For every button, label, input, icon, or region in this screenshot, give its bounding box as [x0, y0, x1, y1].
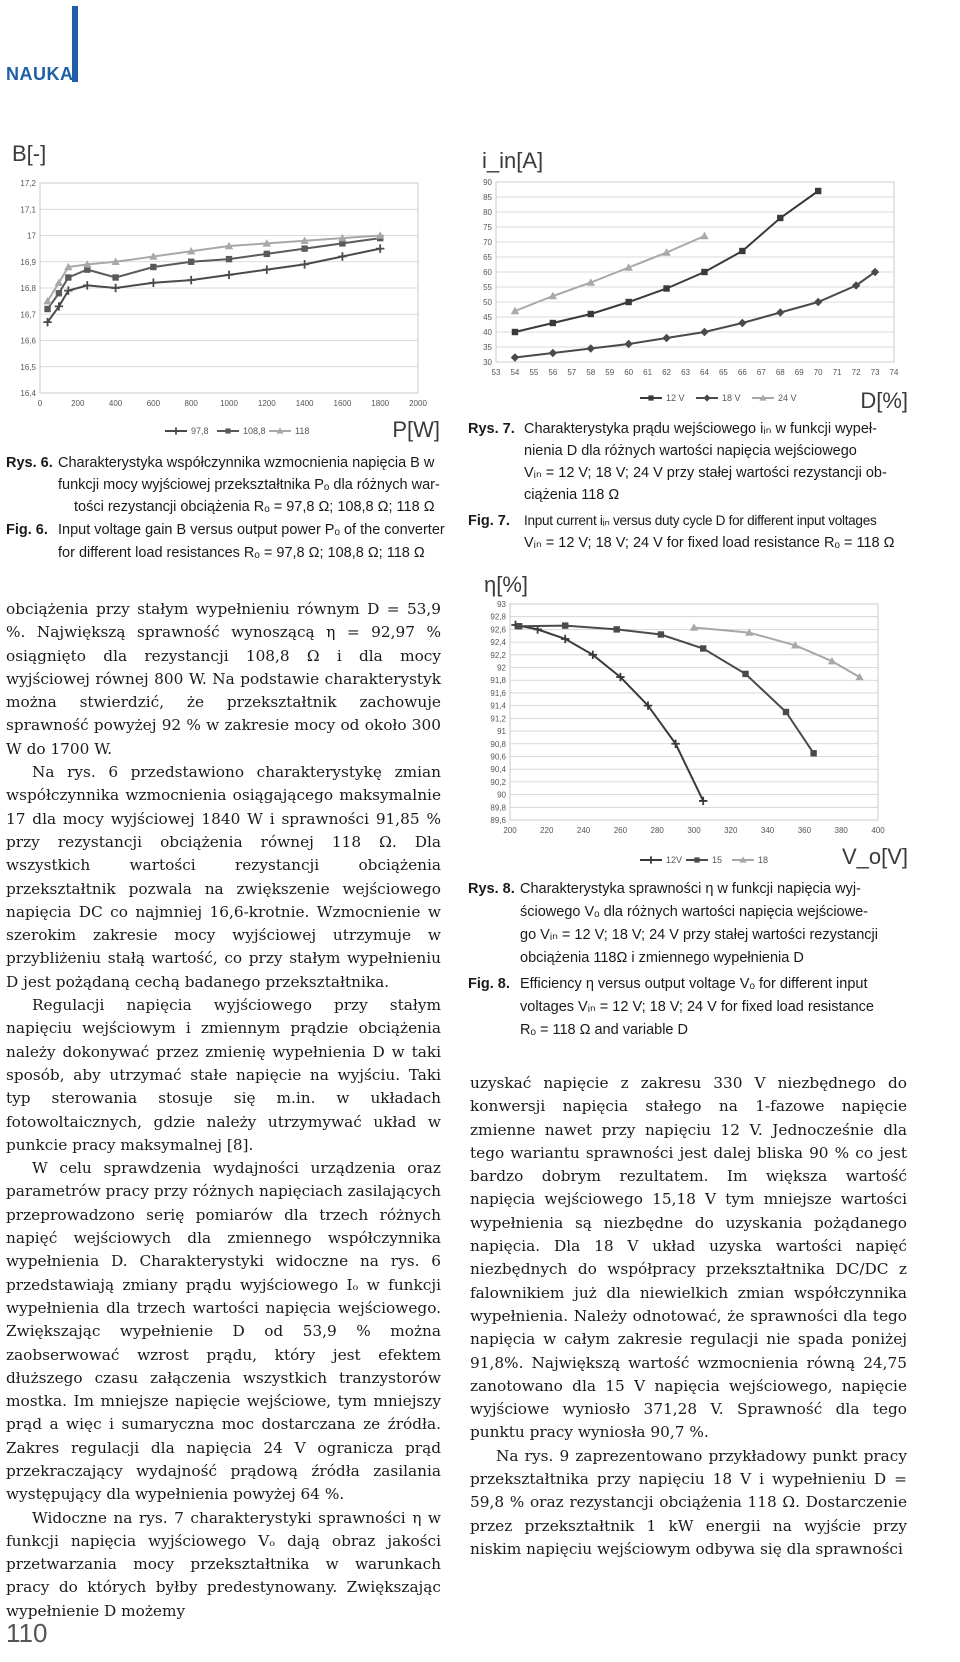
body-paragraph: Regulacji napięcia wyjściowego przy stałym napięciu wejściowym i zmiennym prądzie obciążenia należy dokonywać przez zmienię wypełnienia D w taki sposób, aby utrzymać stałe napięcie na wyjściu. Taki typ sterowania stosuje się m.in. w układach fotowoltaicznych, gdzie należy utrzymywać układ w punkcie pracy maksymalnej [8]. — [6, 996, 441, 1154]
y-tick-label: 16,5 — [20, 362, 36, 372]
x-tick-label: 66 — [737, 368, 747, 377]
x-tick-label: 65 — [718, 368, 728, 377]
x-tick-label: 61 — [643, 368, 653, 377]
y-tick-label: 65 — [483, 253, 492, 262]
data-point — [663, 285, 669, 291]
caption-label-pl: Rys. 6. — [6, 455, 53, 471]
data-point — [701, 269, 707, 275]
x-tick-label: 300 — [687, 826, 701, 835]
caption-line: nienia D dla różnych wartości napięcia wejściowego — [524, 443, 857, 459]
x-tick-label: 400 — [871, 826, 885, 835]
y-axis-title: η[%] — [484, 572, 529, 597]
x-tick-label: 400 — [108, 399, 123, 408]
legend-label: 18 — [758, 855, 769, 865]
data-point — [65, 274, 71, 280]
x-tick-label: 260 — [613, 826, 628, 835]
y-tick-label: 90 — [483, 178, 492, 187]
body-paragraph: W celu sprawdzenia wydajności urządzenia oraz parametrów pracy przy różnych napięciach zasilających przeprowadzono serię pomiarów dla trzech różnych napięć wejściowych dla zmiennego współczynnika wypełnienia D. Charakterystyki widoczne na rys. 6 przedstawiają zmiany prądu wyjściowego Iₒ w funkcji wypełnienia dla trzech wartości napięcia wejściowego. Zwiększając wypełnienie D od 53,9 % można zaobserwować wzrost prądu, który jest efektem dłuższego czasu załączenia wszystkich tranzystorów mostka. Im mniejsze napięcie wejściowe, tym mniejszy prąd a więc i sumaryczna moc dostarczana ze źródła. Zakres regulacji dla napięcia 24 V ogranicza prąd przekraczający wydajność prądową źródła zasilania występujący dla wypełnienia powyżej 64 %. — [6, 1159, 441, 1504]
x-tick-label: 67 — [756, 368, 766, 377]
x-tick-label: 68 — [775, 368, 785, 377]
y-tick-label: 70 — [483, 238, 492, 247]
y-tick-label: 80 — [483, 208, 492, 217]
y-tick-label: 90,4 — [490, 765, 506, 775]
body-paragraph: Na rys. 6 przedstawiono charakterystykę zmian współczynnika wzmocnienia osiągającego maksymalnie 17 dla mocy wyjściowej 1840 W i sprawności 91,85 % przy rezystancji obciążenia równej 118 Ω. Dla wszystkich wartości rezystancji obciążenia przekształtnik pozwala na zwiększenie wejściowego napięcia DC co najmniej 16,6-krotnie. Wzmocnienie w szerokim zakresie mocy wyjściowej utrzymuje w przybliżeniu stałą wartość, co przy stałym wypełnieniu D jest pożądaną cechą badanego przekształtnika. — [6, 763, 441, 991]
data-point — [512, 329, 518, 335]
x-tick-label: 240 — [576, 826, 591, 835]
y-tick-label: 91,2 — [490, 714, 506, 724]
data-point — [658, 631, 664, 637]
x-tick-label: 320 — [724, 826, 738, 835]
caption-line: Vᵢₙ = 12 V; 18 V; 24 V for fixed load resistance Rₒ = 118 Ω — [524, 535, 895, 551]
x-tick-label: 58 — [586, 368, 596, 377]
x-tick-label: 60 — [624, 368, 634, 377]
caption-line: Charakterystyka sprawności η w funkcji napięcia wyj- — [520, 881, 861, 897]
data-point — [172, 427, 179, 434]
section-label: NAUKA — [6, 64, 74, 84]
legend-label: 108,8 — [243, 426, 266, 436]
x-tick-label: 71 — [832, 368, 842, 377]
y-tick-label: 92,8 — [490, 612, 506, 622]
x-axis-title: P[W] — [392, 417, 440, 442]
caption-line: voltages Vᵢₙ = 12 V; 18 V; 24 V for fixed load resistance — [520, 999, 874, 1015]
body-paragraph: uzyskać napięcie z zakresu 330 V niezbędnego do konwersji napięcia stałego na 1-fazowe napięcie zmienne nawet przy napięciu 12 V. Jednocześnie dla tego wariantu sprawności jest dalej bliska 90 % co jest bardzo dobrym rezultatem. Im większa wartość napięcia wejściowego 15,18 V tym mniejsze wartości wypełnienia są niezbędne do uzyskania pożądanego napięcia. Dla 18 V układ uzyska wartości napięć niezbędnych do współpracy przekształtnika DC/DC z falownikiem już dla niewielkich zmian współczynnika wypełnienia. Należy odnotować, że sprawności dla tego napięcia w całym zakresie regulacji nie spada poniżej 91,8%. Największą wartość wzmocnienia równą 24,75 zanotowano dla 15 V napięcia wejściowego, napięcie wyjściowe wyniosło 371,28 V. Sprawność dla tego punktu pracy wyniosła 90,7 %. — [470, 1074, 907, 1442]
legend-label: 12 V — [666, 393, 685, 403]
data-point — [550, 320, 556, 326]
y-tick-label: 75 — [483, 223, 492, 232]
y-tick-label: 92,2 — [490, 650, 506, 660]
x-tick-label: 1000 — [220, 399, 238, 408]
caption-line: obciążenia 118Ω i zmiennego wypełnienia D — [520, 950, 804, 966]
caption-line: for different load resistances Rₒ = 97,8 Ω; 108,8 Ω; 118 Ω — [58, 545, 425, 561]
legend-label: 118 — [295, 426, 310, 436]
x-tick-label: 360 — [797, 826, 812, 835]
x-tick-label: 64 — [700, 368, 709, 377]
x-tick-label: 280 — [650, 826, 664, 835]
data-point — [739, 248, 745, 254]
y-axis-title: B[-] — [12, 141, 47, 166]
data-point — [44, 306, 50, 312]
y-tick-label: 89,8 — [490, 803, 506, 813]
y-tick-label: 35 — [483, 343, 492, 352]
y-tick-label: 92,4 — [490, 638, 506, 648]
body-paragraph: Na rys. 9 zaprezentowano przykładowy punkt pracy przekształtnika przy napięciu 18 V i wypełnieniu D = 59,8 % oraz rezystancji obciążenia 118 Ω. Dostarczenie przez przekształtnik 1 kW energii na wyjście przy niskim napięciu wejściowym odbywa się dla sprawności — [470, 1446, 907, 1558]
caption-label-pl: Rys. 8. — [468, 881, 515, 897]
data-point — [188, 259, 194, 265]
y-tick-label: 16,4 — [20, 389, 36, 398]
x-tick-label: 54 — [510, 368, 520, 377]
x-tick-label: 72 — [851, 368, 861, 377]
y-tick-label: 89,6 — [490, 816, 506, 825]
figure-8-caption — [468, 878, 908, 1038]
x-tick-label: 600 — [146, 399, 161, 408]
x-tick-label: 380 — [834, 826, 848, 835]
figure-7-caption — [468, 418, 908, 558]
legend-label: 15 — [712, 855, 723, 865]
x-tick-label: 69 — [794, 368, 804, 377]
legend-label: 24 V — [778, 393, 797, 403]
x-tick-label: 200 — [71, 399, 85, 408]
data-point — [703, 394, 710, 401]
y-tick-label: 91,8 — [490, 676, 506, 686]
caption-label-en: Fig. 7. — [468, 513, 510, 529]
y-tick-label: 92,6 — [490, 625, 506, 635]
y-tick-label: 16,8 — [20, 284, 36, 293]
data-point — [112, 274, 118, 280]
y-tick-label: 17 — [27, 231, 36, 241]
caption-line: ciążenia 118 Ω — [524, 487, 620, 503]
x-tick-label: 220 — [540, 826, 554, 835]
y-tick-label: 90 — [497, 790, 506, 800]
x-tick-label: 200 — [503, 826, 517, 835]
y-tick-label: 90,8 — [490, 739, 506, 749]
y-tick-label: 90,6 — [490, 752, 506, 762]
data-point — [562, 622, 568, 628]
y-tick-label: 50 — [483, 298, 492, 307]
y-tick-label: 17,2 — [20, 179, 36, 188]
y-tick-label: 60 — [483, 268, 492, 277]
data-point — [742, 671, 748, 677]
x-tick-label: 56 — [548, 368, 558, 377]
data-point — [648, 395, 653, 400]
page-number: 110 — [6, 1618, 48, 1648]
x-tick-label: 63 — [681, 368, 690, 377]
caption-line: Input voltage gain B versus output power Pₒ of the converter — [58, 522, 445, 538]
data-point — [301, 245, 307, 251]
data-point — [225, 428, 230, 433]
x-tick-label: 340 — [760, 826, 775, 835]
legend-label: 18 V — [722, 393, 741, 403]
data-point — [810, 750, 816, 756]
legend-label: 12V — [666, 855, 683, 865]
data-point — [264, 251, 270, 257]
x-tick-label: 1800 — [371, 399, 390, 408]
y-axis-title: i_in[A] — [482, 148, 544, 173]
caption-line: tości rezystancji obciążenia Rₒ = 97,8 Ω; 108,8 Ω; 118 Ω — [74, 499, 435, 515]
caption-line: Efficiency η versus output voltage Vₒ for different input — [520, 976, 868, 992]
figure-8-chart — [470, 570, 910, 870]
caption-line: Charakterystyka prądu wejściowego iᵢₙ w funkcji wypeł- — [524, 421, 877, 437]
caption-label-en: Fig. 8. — [468, 976, 510, 992]
caption-line: Input current iᵢₙ versus duty cycle D for different input voltages — [524, 513, 877, 528]
y-tick-label: 16,6 — [20, 336, 36, 346]
data-point — [783, 709, 789, 715]
caption-line: Charakterystyka współczynnika wzmocnienia napięcia B w — [58, 455, 435, 471]
y-tick-label: 85 — [483, 193, 492, 202]
left-body-column — [6, 598, 441, 1623]
y-tick-label: 90,2 — [490, 777, 506, 787]
data-point — [588, 311, 594, 317]
x-tick-label: 1400 — [295, 399, 314, 408]
x-tick-label: 57 — [567, 368, 577, 377]
x-tick-label: 1200 — [257, 399, 276, 408]
x-axis-title: V_o[V] — [841, 844, 908, 869]
y-tick-label: 16,9 — [20, 257, 36, 267]
y-tick-label: 16,7 — [20, 310, 36, 320]
caption-line: Rₒ = 118 Ω and variable D — [520, 1022, 688, 1038]
x-tick-label: 62 — [662, 368, 672, 377]
caption-line: funkcji mocy wyjściowej przekształtnika Pₒ dla różnych war- — [58, 477, 440, 493]
x-tick-label: 73 — [870, 368, 880, 377]
caption-label-en: Fig. 6. — [6, 522, 48, 538]
y-tick-label: 45 — [483, 313, 492, 322]
caption-line: Vᵢₙ = 12 V; 18 V; 24 V przy stałej wartości rezystancji ob- — [524, 465, 887, 481]
data-point — [815, 188, 821, 194]
legend-label: 97,8 — [191, 426, 209, 436]
figure-6-caption — [6, 452, 451, 572]
y-tick-label: 30 — [483, 358, 492, 367]
data-point — [700, 645, 706, 651]
caption-label-pl: Rys. 7. — [468, 421, 515, 437]
x-tick-label: 0 — [37, 399, 43, 408]
y-tick-label: 40 — [483, 328, 492, 337]
figure-7-chart — [470, 140, 910, 415]
x-tick-label: 74 — [889, 368, 899, 377]
data-point — [614, 626, 620, 632]
y-tick-label: 55 — [483, 283, 492, 292]
y-tick-label: 91,4 — [490, 701, 506, 711]
right-body-column — [470, 1072, 907, 1561]
data-point — [777, 215, 783, 221]
data-point — [226, 256, 232, 262]
data-point — [647, 856, 654, 863]
x-tick-label: 800 — [184, 399, 198, 408]
y-tick-label: 93 — [497, 600, 506, 609]
x-tick-label: 1600 — [333, 399, 352, 408]
x-tick-label: 70 — [813, 368, 823, 377]
x-tick-label: 53 — [491, 368, 501, 377]
body-paragraph: Widoczne na rys. 7 charakterystyki sprawności η w funkcji napięcia wyjściowego Vₒ dają obraz jakości przetwarzania mocy przekształtnika w warunkach pracy do których byłby predestynowany. Zwiększając wypełnienie D możemy — [6, 1508, 441, 1620]
caption-line: go Vᵢₙ = 12 V; 18 V; 24 V przy stałej wartości rezystancji — [520, 927, 878, 943]
data-point — [56, 290, 62, 296]
caption-line: ściowego Vₒ dla różnych wartości napięcia wejściowe- — [520, 904, 868, 920]
data-point — [150, 264, 156, 270]
y-tick-label: 91 — [497, 727, 506, 737]
data-point — [625, 299, 631, 305]
x-axis-title: D[%] — [860, 388, 908, 413]
data-point — [516, 623, 522, 629]
y-tick-label: 92 — [497, 663, 506, 673]
x-tick-label: 2000 — [409, 399, 427, 408]
y-tick-label: 17,1 — [20, 205, 36, 215]
y-tick-label: 91,6 — [490, 688, 506, 698]
figure-6-chart — [0, 135, 450, 445]
x-tick-label: 59 — [605, 368, 615, 377]
body-paragraph: obciążenia przy stałym wypełnieniu równym D = 53,9 %. Największą sprawność wynoszącą η = 92,97 % osiągnięto dla rezystancji 108,8 Ω i dla mocy wyjściowej równej 800 W. Na podstawie charakterystyk można stwierdzić, że przekształtnik zachowuje sprawność powyżej 92 % w zakresie mocy od około 300 W do 1700 W. — [6, 600, 441, 758]
x-tick-label: 55 — [529, 368, 539, 377]
data-point — [694, 857, 699, 862]
